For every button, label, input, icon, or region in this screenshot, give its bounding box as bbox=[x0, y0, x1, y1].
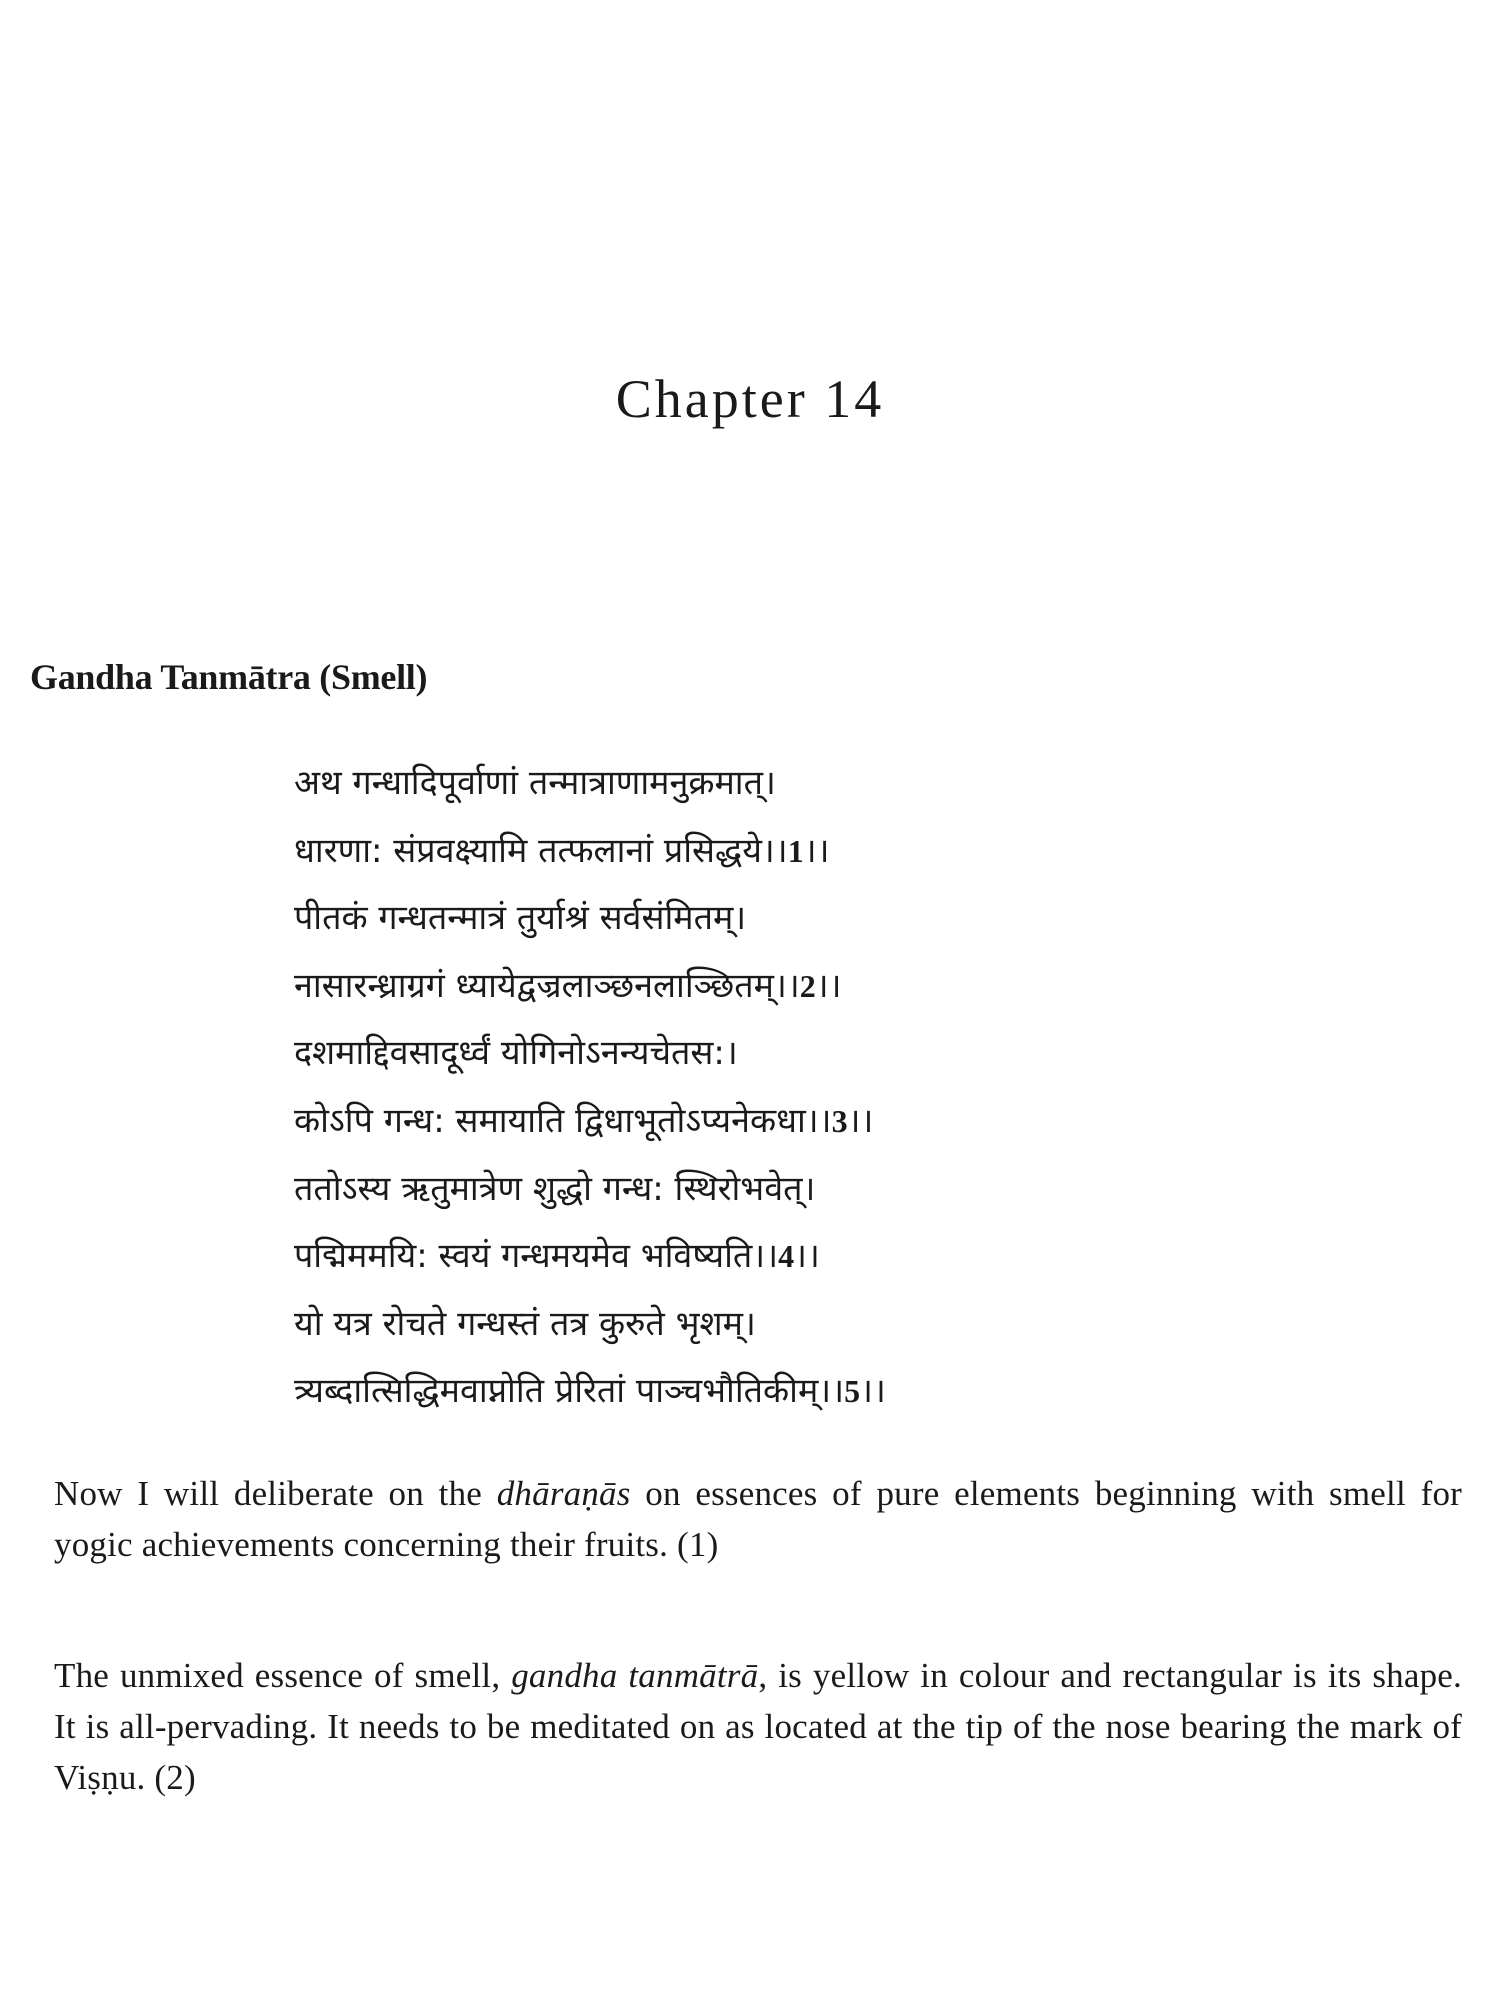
verse-number: 4 bbox=[778, 1238, 795, 1275]
verse-text: पीतकं गन्धतन्मात्रं तुर्याश्रं सर्वसंमितम्। bbox=[294, 898, 747, 939]
verse-text: नासारन्ध्राग्रगं ध्यायेद्वज्रलाञ्छनलाञ्छितम्।। bbox=[294, 965, 800, 1006]
paragraph-text: , is yellow in colour and rectangular is its shape. It is all-pervading. It needs to be meditated on as located at the tip of the nose bearing the mark of Viṣṇu. (2) bbox=[54, 1656, 1462, 1797]
verse-end-mark: ।। bbox=[803, 830, 830, 871]
verse-line bbox=[294, 818, 886, 886]
paragraph-text: The unmixed essence of smell, bbox=[54, 1656, 512, 1695]
italic-term: dhāraṇās bbox=[496, 1474, 631, 1513]
verse-number: 3 bbox=[831, 1102, 848, 1139]
paragraph-text: on essences of pure elements beginning with smell for yogic achievements concerning their fruits. (1) bbox=[54, 1474, 1462, 1564]
verse-number: 2 bbox=[799, 967, 816, 1004]
verse-end-mark: ।। bbox=[847, 1100, 874, 1141]
verse-number: 5 bbox=[844, 1373, 861, 1410]
verse-text: कोऽपि गन्ध: समायाति द्विधाभूतोऽप्यनेकधा।। bbox=[294, 1100, 832, 1141]
verse-line bbox=[294, 750, 886, 818]
verse-line bbox=[294, 1020, 886, 1088]
verse-line bbox=[294, 1223, 886, 1291]
sanskrit-verses bbox=[294, 750, 886, 1426]
verse-line bbox=[294, 953, 886, 1021]
verse-text: अथ गन्धादिपूर्वाणां तन्मात्राणामनुक्रमात्। bbox=[294, 763, 776, 803]
verse-line bbox=[294, 885, 886, 953]
verse-text: त्र्यब्दात्सिद्धिमवाप्नोति प्रेरितां पाञ्चभौतिकीम्।। bbox=[294, 1371, 845, 1412]
verse-end-mark: ।। bbox=[860, 1371, 886, 1412]
verse-end-mark: ।। bbox=[794, 1236, 820, 1277]
verse-line bbox=[294, 1358, 886, 1426]
verse-text: यो यत्र रोचते गन्धस्तं तत्र कुरुते भृशम्। bbox=[294, 1303, 756, 1344]
verse-text: पद्मिममयि: स्वयं गन्धमयमेव भविष्यति।। bbox=[294, 1236, 779, 1277]
translation-paragraph-1 bbox=[54, 1468, 1462, 1570]
verse-text: दशमाद्दिवसादूर्ध्वं योगिनोऽनन्यचेतस:। bbox=[294, 1033, 738, 1074]
verse-end-mark: ।। bbox=[815, 965, 842, 1006]
italic-term: gandha tanmātrā bbox=[511, 1656, 759, 1695]
verse-line bbox=[294, 1088, 886, 1156]
paragraph-text: Now I will deliberate on the bbox=[54, 1474, 497, 1513]
verse-line bbox=[294, 1291, 886, 1359]
verse-text: ततोऽस्य ऋतुमात्रेण शुद्धो गन्ध: स्थिरोभवेत्। bbox=[294, 1168, 816, 1209]
verse-number: 1 bbox=[787, 832, 804, 869]
verse-text: धारणा: संप्रवक्ष्यामि तत्फलानां प्रसिद्धये।। bbox=[294, 830, 788, 871]
chapter-title: Chapter 14 bbox=[615, 369, 885, 429]
verse-line bbox=[294, 1156, 886, 1224]
section-heading: Gandha Tanmātra (Smell) bbox=[30, 657, 428, 697]
translation-paragraph-2 bbox=[54, 1650, 1462, 1803]
